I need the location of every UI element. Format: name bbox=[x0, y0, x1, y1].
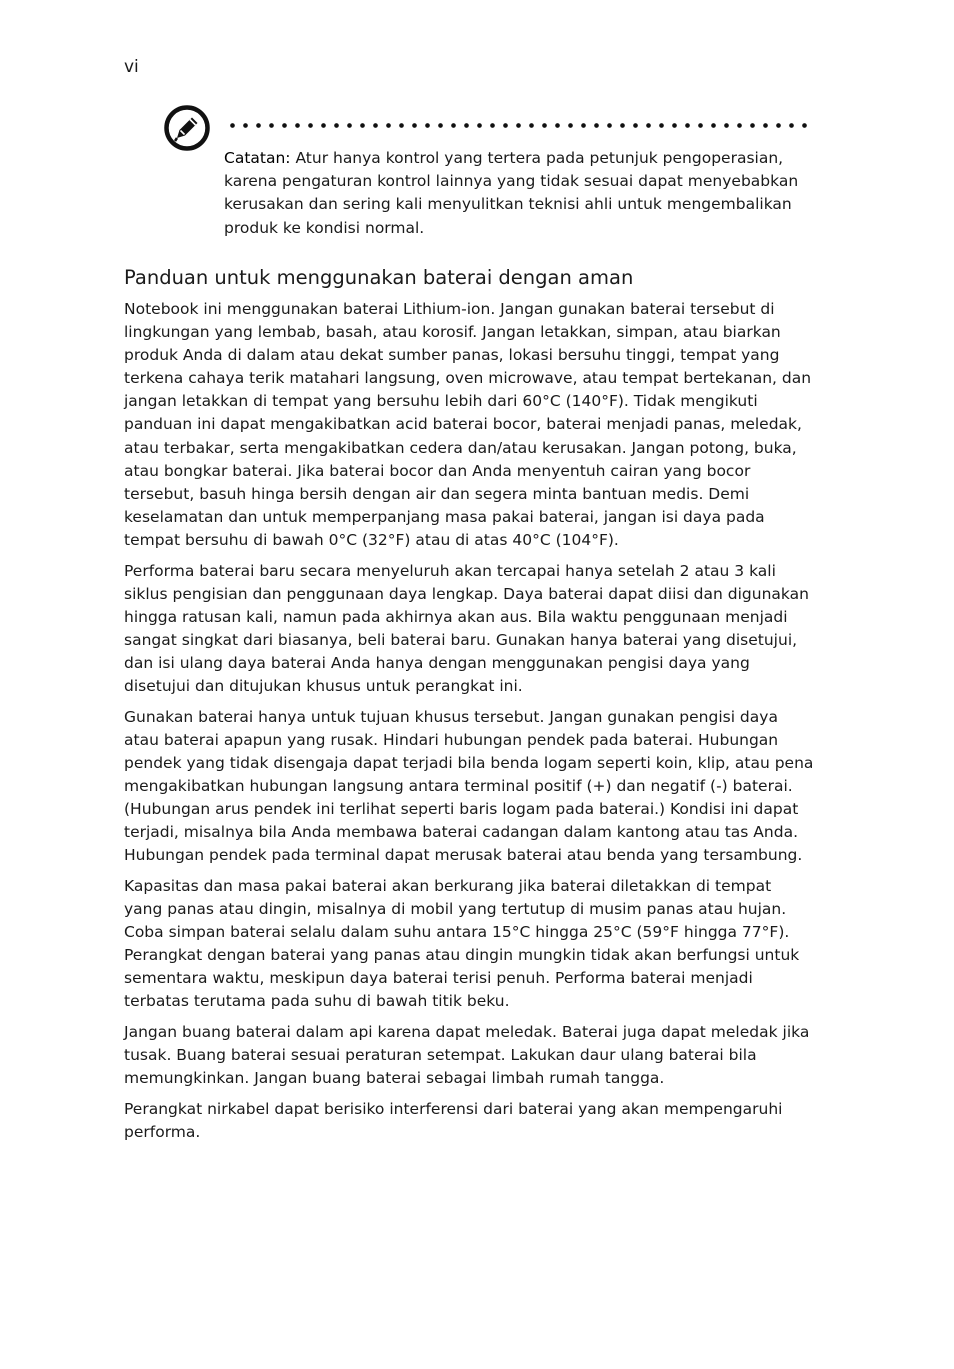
paragraph-interference: Perangkat nirkabel dapat berisiko interferensi dari baterai yang akan mempengaruhi performa. bbox=[124, 1099, 783, 1141]
note bbox=[224, 147, 814, 240]
section-body bbox=[124, 298, 814, 1151]
note-divider bbox=[226, 123, 808, 128]
note-label: Catatan: bbox=[224, 149, 291, 167]
paragraph-temperature: Kapasitas dan masa pakai baterai akan berkurang jika baterai diletakkan di tempat yang panas atau dingin, misalnya di mobil yang tertutup di musim panas atau hujan. Coba simpan baterai selalu dalam suhu antara 15°C hingga 25°C (59°F hingga 77°F). Perangkat dengan baterai yang panas atau dingin mungkin tidak akan berfungsi untuk sementara waktu, meskipun daya baterai terisi penuh. Performa baterai menjadi terbatas terutama pada suhu di bawah titik beku. bbox=[124, 876, 800, 1011]
section-heading: Panduan untuk menggunakan baterai dengan aman bbox=[124, 266, 634, 289]
paragraph-short-circuit: Gunakan baterai hanya untuk tujuan khusus tersebut. Jangan gunakan pengisi daya atau baterai apapun yang rusak. Hindari hubungan pendek pada baterai. Hubungan pendek yang tidak disengaja dapat terjadi bila benda logam seperti koin, klip, atau pena mengakibatkan hubungan langsung antara terminal positif (+) dan negatif (-) baterai. (Hubungan arus pendek ini terlihat seperti baris logam pada baterai.) Kondisi ini dapat terjadi, misalnya bila Anda membawa baterai cadangan dalam kantong atau tas Anda. Hubungan pendek pada terminal dapat merusak baterai atau benda yang tersambung. bbox=[124, 707, 814, 865]
paragraph-disposal: Jangan buang baterai dalam api karena dapat meledak. Baterai juga dapat meledak jika tusak. Buang baterai sesuai peraturan setempat. Lakukan daur ulang baterai bila memungkinkan. Jangan buang baterai sebagai limbah rumah tangga. bbox=[124, 1022, 810, 1087]
paragraph-battery-usage: Notebook ini menggunakan baterai Lithium-ion. Jangan gunakan baterai tersebut di lingkungan yang lembab, basah, atau korosif. Jangan letakkan, simpan, atau biarkan produk Anda di dalam atau dekat sumber panas, lokasi bersuhu tinggi, tempat yang terkena cahaya terik matahari langsung, oven microwave, atau tempat bertekanan, dan jangan letakkan di tempat yang bersuhu lebih dari 60°C (140°F). Tidak mengikuti panduan ini dapat mengakibatkan acid baterai bocor, baterai menjadi panas, meledak, atau terbakar, serta mengakibatkan cedera dan/atau kerusakan. Jangan potong, buka, atau bongkar baterai. Jika baterai bocor dan Anda menyentuh cairan yang bocor tersebut, basuh hinga bersih dengan air dan segera minta bantuan medis. Demi keselamatan dan untuk memperpanjang masa pakai baterai, jangan isi daya pada tempat bersuhu di bawah 0°C (32°F) atau di atas 40°C (104°F). bbox=[124, 300, 812, 549]
paragraph-battery-performance: Performa baterai baru secara menyeluruh akan tercapai hanya setelah 2 atau 3 kali siklus pengisian dan penggunaan daya lengkap. Daya baterai dapat diisi dan digunakan hingga ratusan kali, namun pada akhirnya akan aus. Bila waktu penggunaan menjadi sangat singkat dari biasanya, beli baterai baru. Gunakan hanya baterai yang disetujui, dan isi ulang daya baterai Anda hanya dengan menggunakan pengisi daya yang disetujui dan ditujukan khusus untuk perangkat ini. bbox=[124, 561, 809, 695]
note-body: Atur hanya kontrol yang tertera pada petunjuk pengoperasian, karena pengaturan kontrol lainnya yang tidak sesuai dapat menyebabkan kerusakan dan sering kali menyulitkan teknisi ahli untuk mengembalikan produk ke kondisi normal. bbox=[224, 149, 799, 237]
page-number: vi bbox=[124, 57, 139, 77]
note-pencil-icon bbox=[163, 104, 211, 152]
